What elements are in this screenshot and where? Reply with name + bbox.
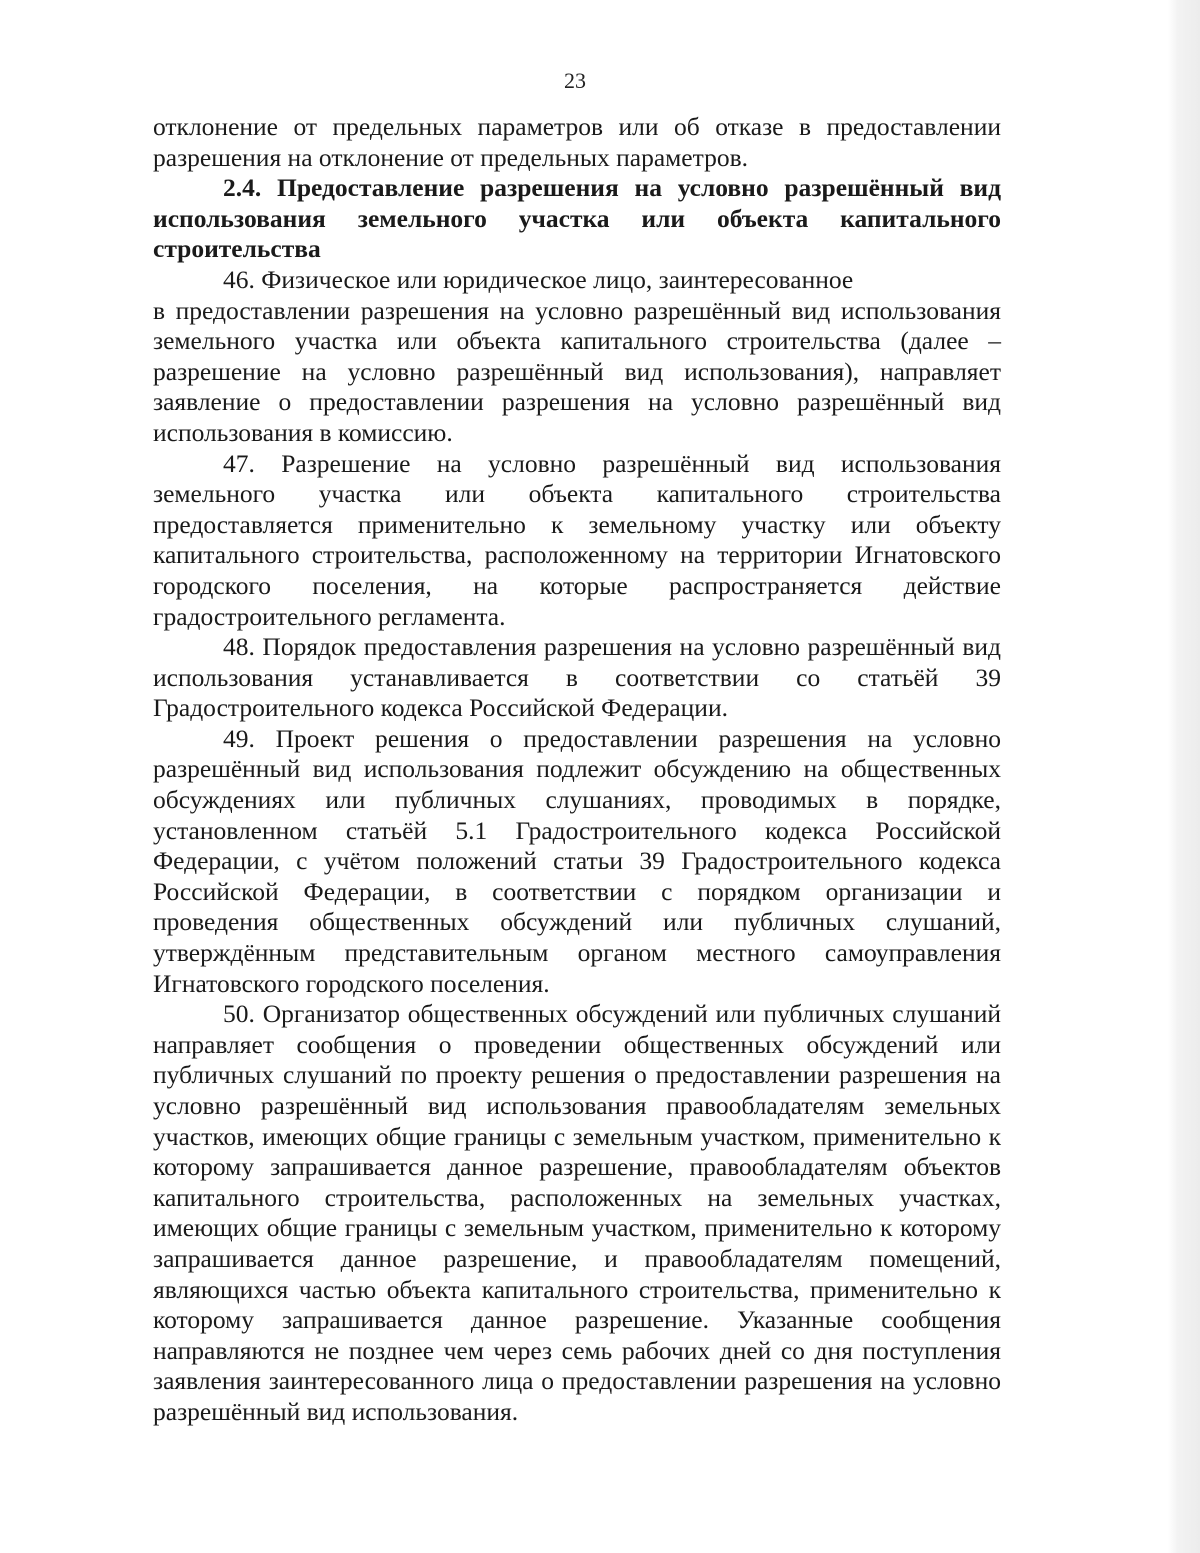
scan-edge-shadow xyxy=(1168,0,1200,1553)
paragraph-49: 49. Проект решения о предоставлении разрешения на условно разрешённый вид использования подлежит обсуждению на общественных обсуждениях или публичных слушаниях, проводимых в порядке, установленном статьёй 5.1 Градостроительного кодекса Российской Федерации, с учётом положений статьи 39 Градостроительного кодекса Российской Федерации, в соответствии с порядком организации и проведения общественных обсуждений или публичных слушаний, утверждённым представительным органом местного самоуправления Игнатовского городского поселения. xyxy=(153,723,1001,998)
page-number: 23 xyxy=(564,68,586,93)
section-heading: 2.4. Предоставление разрешения на условно разрешённый вид использования земельного участка или объекта капитального строительства xyxy=(153,173,1001,264)
paragraph-50: 50. Организатор общественных обсуждений или публичных слушаний направляет сообщения о проведении общественных обсуждений или публичных слушаний по проекту решения о предоставлении разрешения на условно разрешённый вид использования правообладателям земельных участков, имеющих общие границы с земельным участком, применительно к которому запрашивается данное разрешение, правообладателям объектов капитального строительства, расположенных на земельных участках, имеющих общие границы с земельным участком, применительно к которому запрашивается данное разрешение, и правообладателям помещений, являющихся частью объекта капитального строительства, применительно к которому запрашивается данное разрешение. Указанные сообщения направляются не позднее чем через семь рабочих дней со дня поступления заявления заинтересованного лица о предоставлении разрешения на условно разрешённый вид использования. xyxy=(153,999,1001,1426)
paragraph-47: 47. Разрешение на условно разрешённый вид использования земельного участка или объекта капитального строительства предоставляется применительно к земельному участку или объекту капитального строительства, расположенному на территории Игнатовского городского поселения, на которые распространяется действие градостроительного регламента. xyxy=(153,448,1001,631)
paragraph-46-first-line: 46. Физическое или юридическое лицо, заинтересованное xyxy=(223,264,854,294)
paragraph-46: в предоставлении разрешения на условно разрешённый вид использования земельного участка или объекта капитального строительства (далее – разрешение на условно разрешённый вид использования), направляет заявление о предоставлении разрешения на условно разрешённый вид использования в комиссию. xyxy=(153,295,1001,447)
paragraph-48: 48. Порядок предоставления разрешения на условно разрешённый вид использования устанавливается в соответствии со статьёй 39 Градостроительного кодекса Российской Федерации. xyxy=(153,632,1001,723)
paragraph-intro: отклонение от предельных параметров или об отказе в предоставлении разрешения на отклонение от предельных параметров. xyxy=(153,112,1001,172)
document-body xyxy=(153,112,1001,1428)
